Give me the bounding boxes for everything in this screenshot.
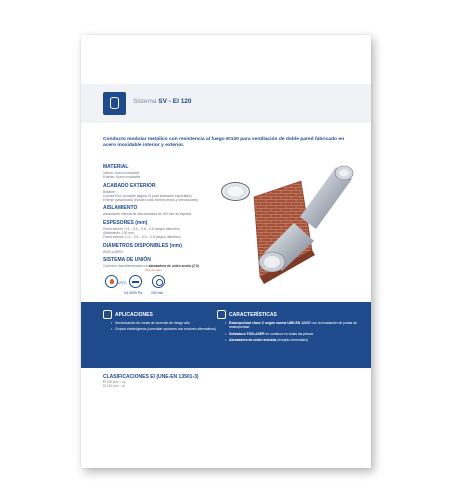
spec-line: Pared interior: 0,4 – 0,5 – 0,6 – 0,8 (según diámetro) <box>103 226 180 231</box>
system-label: Sistema <box>133 98 157 105</box>
acabado-title: ACABADO EXTERIOR <box>103 182 156 189</box>
list-item: • Sectorización de zonas de incendio de riesgo alto <box>115 321 221 325</box>
diametros-title: DIÁMETROS DISPONIBLES (mm) <box>103 242 182 249</box>
datasheet-page <box>81 35 371 468</box>
spec-line: Aislamiento mineral de alta densidad de 100 mm de espesor <box>103 212 192 217</box>
spec-line: Exterior: Acero inoxidable <box>103 175 141 180</box>
espesores-title: ESPESORES (mm) <box>103 219 148 226</box>
diameter-icon <box>152 275 165 288</box>
spec-line: Exterior galvanizado (incluido codo tramos rectos y derivaciones) <box>103 198 199 203</box>
classification-line: EI 120 (ve i→o) <box>103 384 126 388</box>
product-icon <box>103 92 126 115</box>
diameter-value: 100 mm <box>151 291 164 295</box>
applications-features-panel <box>81 302 371 368</box>
grid-icon <box>103 310 112 319</box>
classification-line: EI 120 (ho i→o) <box>103 380 126 384</box>
aislamiento-title: AISLAMIENTO <box>103 205 138 212</box>
union-text: Conexión machihembrada con <box>103 263 149 268</box>
item-bold: Soldadura TIG/LASER <box>229 331 265 336</box>
aplicaciones-title: APLICACIONES <box>115 311 153 318</box>
aplicaciones-column <box>103 310 221 332</box>
spec-line: Colores RAL (consulte página 14 para acabados especiales) <box>103 193 192 198</box>
performance-badges <box>103 268 203 298</box>
list-item <box>229 338 357 342</box>
caracteristicas-column <box>217 310 357 343</box>
union-title: SISTEMA DE UNIÓN <box>103 256 151 263</box>
item-bold: Abrazadera de unión incluida <box>229 338 277 343</box>
clasificaciones-title: CLASIFICACIONES EI (UNE-EN 13501-3) <box>103 374 199 380</box>
item-bold: Estanqueidad clase C según norma UNE-EN 12237 <box>229 321 311 325</box>
material-title: MATERIAL <box>103 164 129 170</box>
gear-icon <box>217 310 226 319</box>
item-text: con la instalación de juntas de estanqueidad <box>229 321 357 330</box>
fire-value: 120°C <box>117 281 127 285</box>
spec-line: Brillante <box>103 189 115 194</box>
intro-text: Conducto modular metálico con resistencia al fuego EI120 para ventilación de doble pared fabricado en acero inoxidable interior y exterior. <box>103 137 345 149</box>
badge-note: Test de calor <box>145 268 163 272</box>
list-item: • Grupos electrógenos (consultar opciones con motores alternativos) <box>115 327 221 331</box>
union-bold-text: abrazadera de unión ancha (2.0) <box>148 263 199 268</box>
clasificaciones-section <box>103 374 253 388</box>
system-title <box>133 98 192 105</box>
system-code: SV - EI 120 <box>158 98 192 105</box>
spec-list <box>103 161 213 268</box>
pressure-value: H1 5000 Pa <box>124 291 142 295</box>
list-item <box>229 332 357 336</box>
spec-line: Aislamiento: 100 mm <box>103 231 134 236</box>
duct-through-wall-illustration <box>234 163 359 293</box>
pressure-icon <box>129 275 142 288</box>
spec-line: Interior: Acero inoxidable <box>103 171 140 175</box>
spec-line: Pared exterior: 0,4 – 0,5 – 0,6 – 0,8 (según diámetro) <box>103 235 181 240</box>
spec-line: Ø100 a Ø900 <box>103 249 123 254</box>
list-item <box>229 321 357 330</box>
item-text: en continuo en todas las piezas <box>264 331 314 336</box>
caracteristicas-title: CARACTERÍSTICAS <box>229 311 277 318</box>
item-text: (excepto terminales) <box>276 338 308 343</box>
